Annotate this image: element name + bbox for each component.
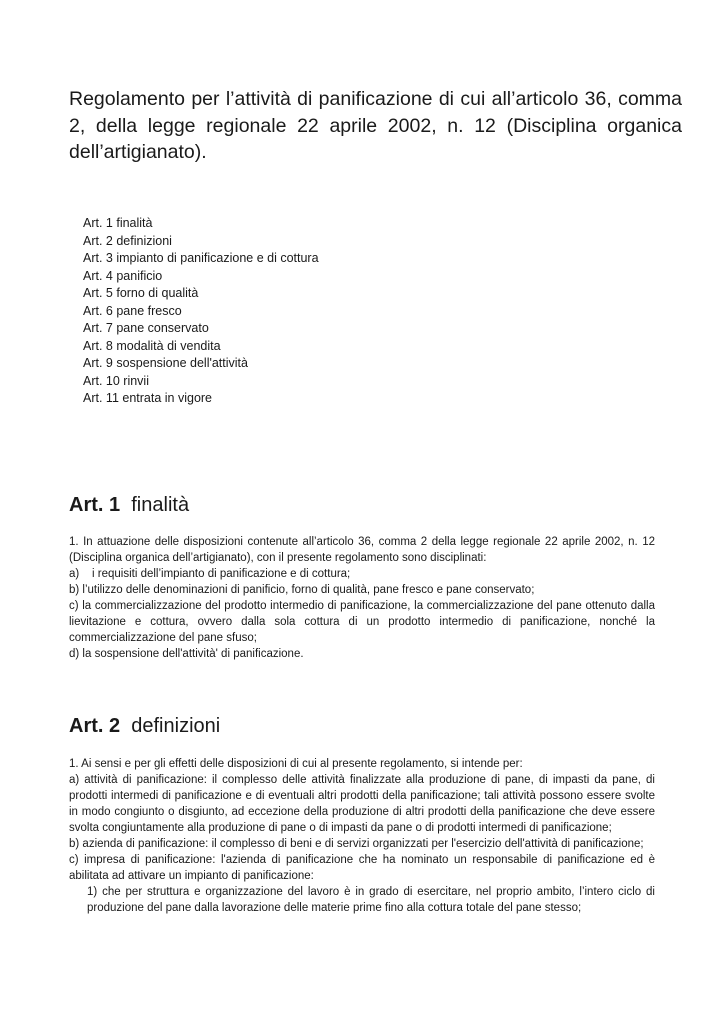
article-2-number: Art. 2 — [69, 715, 121, 737]
article-1-paragraph: c) la commercializzazione del prodotto intermedio di panificazione, la commercializzazione del pane ottenuto dalla lievitazione e cottura, ovvero dalla sola cottura di un prodotto intermedio di panificazione, nonché la commercializzazione del pane sfuso; — [69, 600, 655, 644]
toc-item: Art. 5 forno di qualità — [83, 286, 199, 300]
article-1-number: Art. 1 — [69, 494, 121, 516]
article-1-heading — [69, 492, 189, 518]
article-2-paragraph: a) attività di panificazione: il complesso delle attività finalizzate alla produzione di pane, di impasti da pane, di prodotti intermedi di panificazione e di eventuali altri prodotti della panificazione; tali attività possono essere svolte in modo congiunto o disgiunto, ad eccezione della produzione di altri prodotti della panificazione che deve essere svolta congiuntamente alla produzione di pane o di impasti da pane o di prodotti intermedi di panificazione; — [69, 774, 655, 834]
article-2-body — [69, 756, 655, 916]
toc-item: Art. 4 panificio — [83, 268, 163, 283]
toc-item: Art. 11 entrata in vigore — [83, 391, 213, 405]
article-1-paragraph: b) l’utilizzo delle denominazioni di panificio, forno di qualità, pane fresco e pane conservato; — [69, 584, 535, 596]
article-2-paragraph: c) impresa di panificazione: l'azienda di panificazione che ha nominato un responsabile di panificazione ed è abilitata ad attivare un impianto di panificazione: — [69, 854, 655, 882]
toc-item: Art. 7 pane conservato — [83, 321, 209, 335]
toc-item: Art. 9 sospensione dell'attività — [83, 356, 248, 370]
article-2-heading — [69, 713, 220, 739]
toc-item: Art. 3 impianto di panificazione e di cottura — [83, 251, 319, 265]
article-1-paragraph: a) i requisiti dell’impianto di panificazione e di cottura; — [69, 568, 351, 580]
article-2-paragraph: b) azienda di panificazione: il complesso di beni e di servizi organizzati per l'esercizio dell'attività di panificazione; — [69, 838, 644, 850]
toc-item: Art. 2 definizioni — [83, 233, 172, 248]
article-2-subparagraph: 1) che per struttura e organizzazione del lavoro è in grado di esercitare, nel proprio ambito, l’intero ciclo di produzione del pane dalla lavorazione delle materie prime fino alla cottura totale del pane stesso; — [87, 886, 655, 914]
article-2-paragraph: 1. Ai sensi e per gli effetti delle disposizioni di cui al presente regolamento, si intende per: — [69, 758, 523, 770]
article-1-name: finalità — [131, 494, 190, 516]
document-title: Regolamento per l’attività di panificazione di cui all’articolo 36, comma 2, della legge regionale 22 aprile 2002, n. 12 (Disciplina organica dell’artigianato). — [69, 88, 682, 163]
article-1-paragraph: d) la sospensione dell'attività' di panificazione. — [69, 648, 304, 660]
table-of-contents — [83, 215, 319, 408]
toc-item: Art. 6 pane fresco — [83, 303, 182, 318]
article-1-paragraph: 1. In attuazione delle disposizioni contenute all’articolo 36, comma 2 della legge regionale 22 aprile 2002, n. 12 (Disciplina organica dell’artigianato), con il presente regolamento sono disciplinati: — [69, 536, 655, 564]
toc-item: Art. 1 finalità — [83, 216, 153, 230]
toc-item: Art. 8 modalità di vendita — [83, 338, 221, 353]
article-1-body — [69, 534, 655, 662]
toc-item: Art. 10 rinvii — [83, 373, 149, 388]
article-2-name: definizioni — [131, 715, 221, 737]
